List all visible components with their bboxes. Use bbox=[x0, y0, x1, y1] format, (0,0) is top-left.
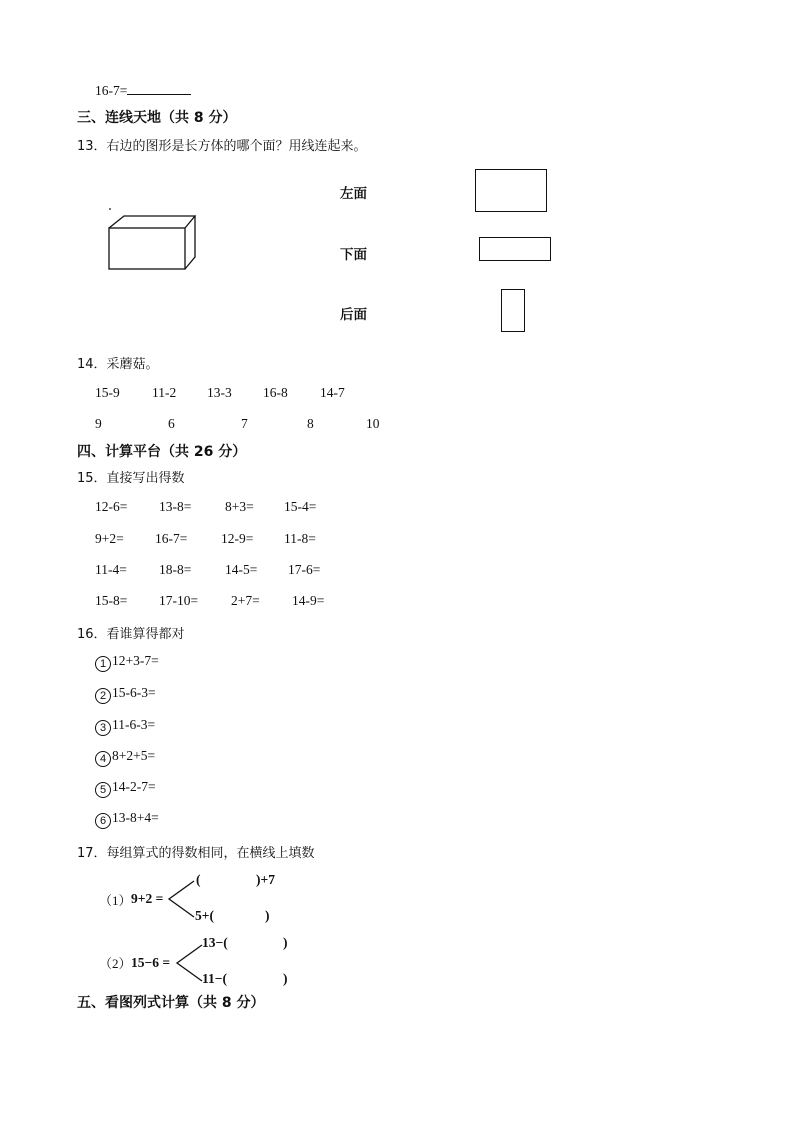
prev-equation: 16-7= bbox=[95, 83, 128, 98]
circled-number: 1 bbox=[95, 656, 111, 672]
mushroom-expr-5[interactable]: 14-7 bbox=[320, 385, 345, 400]
q16-equation: 11-6-3= bbox=[112, 717, 156, 732]
q16-equation: 12+3-7= bbox=[112, 653, 159, 668]
calc-cell: 15-8= bbox=[95, 593, 128, 608]
calc-cell: 18-8= bbox=[159, 562, 192, 577]
calc-cell: 9+2= bbox=[95, 531, 124, 546]
q16-item-1 bbox=[95, 653, 159, 672]
circled-number: 2 bbox=[95, 688, 111, 704]
q17-part1-lower-open: 5+( bbox=[195, 908, 214, 923]
calc-cell: 12-9= bbox=[221, 531, 254, 546]
q17-part2-upper-close: ) bbox=[283, 935, 288, 950]
q17-prompt: 17．每组算式的得数相同，在横线上填数 bbox=[77, 846, 315, 861]
q15-prompt: 15．直接写出得数 bbox=[77, 471, 185, 486]
section-3-title: 三、连线天地（共 8 分） bbox=[77, 110, 237, 126]
rectangle-shape-a[interactable] bbox=[475, 169, 547, 212]
q17-part1-upper-open: ( bbox=[196, 872, 201, 887]
label-bottom-face: 下面 bbox=[340, 247, 367, 263]
mushroom-expr-1[interactable]: 15-9 bbox=[95, 385, 120, 400]
basket-answer-5[interactable]: 10 bbox=[366, 416, 380, 431]
basket-answer-4[interactable]: 8 bbox=[307, 416, 314, 431]
q17-part1-label: （1） bbox=[99, 893, 132, 908]
circled-number: 4 bbox=[95, 751, 111, 767]
basket-answer-2[interactable]: 6 bbox=[168, 416, 175, 431]
q17-part2-label: （2） bbox=[99, 956, 132, 971]
calc-cell: 17-6= bbox=[288, 562, 321, 577]
q17-part2-lower-close: ) bbox=[283, 971, 288, 986]
mushroom-expr-3[interactable]: 13-3 bbox=[207, 385, 232, 400]
calc-cell: 15-4= bbox=[284, 499, 317, 514]
circled-number: 6 bbox=[95, 813, 111, 829]
rectangle-shape-c[interactable] bbox=[501, 289, 525, 332]
q16-equation: 14-2-7= bbox=[112, 779, 156, 794]
q16-item-5 bbox=[95, 779, 156, 798]
basket-answer-3[interactable]: 7 bbox=[241, 416, 248, 431]
calc-cell: 16-7= bbox=[155, 531, 188, 546]
calc-cell: 8+3= bbox=[225, 499, 254, 514]
section-5-title: 五、看图列式计算（共 8 分） bbox=[77, 995, 265, 1011]
q16-equation: 13-8+4= bbox=[112, 810, 159, 825]
branch-lines-1 bbox=[166, 878, 196, 920]
q17-part2-lower-open: 11−( bbox=[202, 971, 227, 986]
q16-item-6 bbox=[95, 810, 159, 829]
calc-cell: 11-8= bbox=[284, 531, 316, 546]
q13-prompt: 13．右边的图形是长方体的哪个面？用线连起来。 bbox=[77, 139, 367, 154]
circled-number: 5 bbox=[95, 782, 111, 798]
cuboid-figure bbox=[100, 200, 210, 280]
answer-blank bbox=[127, 82, 191, 95]
calc-cell: 14-5= bbox=[225, 562, 258, 577]
basket-answer-1[interactable]: 9 bbox=[95, 416, 102, 431]
q17-part1-lhs: 9+2 = bbox=[131, 891, 164, 906]
q16-equation: 8+2+5= bbox=[112, 748, 156, 763]
q16-equation: 15-6-3= bbox=[112, 685, 156, 700]
calc-cell: 14-9= bbox=[292, 593, 325, 608]
q17-part2-lhs: 15−6 = bbox=[131, 955, 171, 970]
q16-prompt: 16．看谁算得都对 bbox=[77, 627, 185, 642]
label-left-face: 左面 bbox=[340, 186, 367, 202]
q16-item-2 bbox=[95, 685, 156, 704]
q16-item-3 bbox=[95, 717, 155, 736]
q14-prompt: 14．采蘑菇。 bbox=[77, 357, 159, 372]
calc-cell: 2+7= bbox=[231, 593, 260, 608]
cuboid-top-face bbox=[109, 216, 195, 228]
section-4-title: 四、计算平台（共 26 分） bbox=[77, 444, 247, 460]
q17-part1-upper-close: )+7 bbox=[256, 872, 275, 887]
q17-part1-lower-close: ) bbox=[265, 908, 270, 923]
circled-number: 3 bbox=[95, 720, 111, 736]
mushroom-expr-2[interactable]: 11-2 bbox=[152, 385, 177, 400]
cuboid-side-face bbox=[185, 216, 195, 269]
branch-lines-2 bbox=[174, 942, 204, 984]
calc-cell: 17-10= bbox=[159, 593, 199, 608]
cuboid-front-face bbox=[109, 228, 185, 269]
q16-item-4 bbox=[95, 748, 155, 767]
rectangle-shape-b[interactable] bbox=[479, 237, 551, 261]
label-back-face: 后面 bbox=[340, 307, 367, 323]
q17-part2-upper-open: 13−( bbox=[202, 935, 228, 950]
mushroom-expr-4[interactable]: 16-8 bbox=[263, 385, 288, 400]
calc-cell: 11-4= bbox=[95, 562, 127, 577]
prev-question-line bbox=[95, 82, 191, 99]
calc-cell: 13-8= bbox=[159, 499, 192, 514]
calc-cell: 12-6= bbox=[95, 499, 128, 514]
